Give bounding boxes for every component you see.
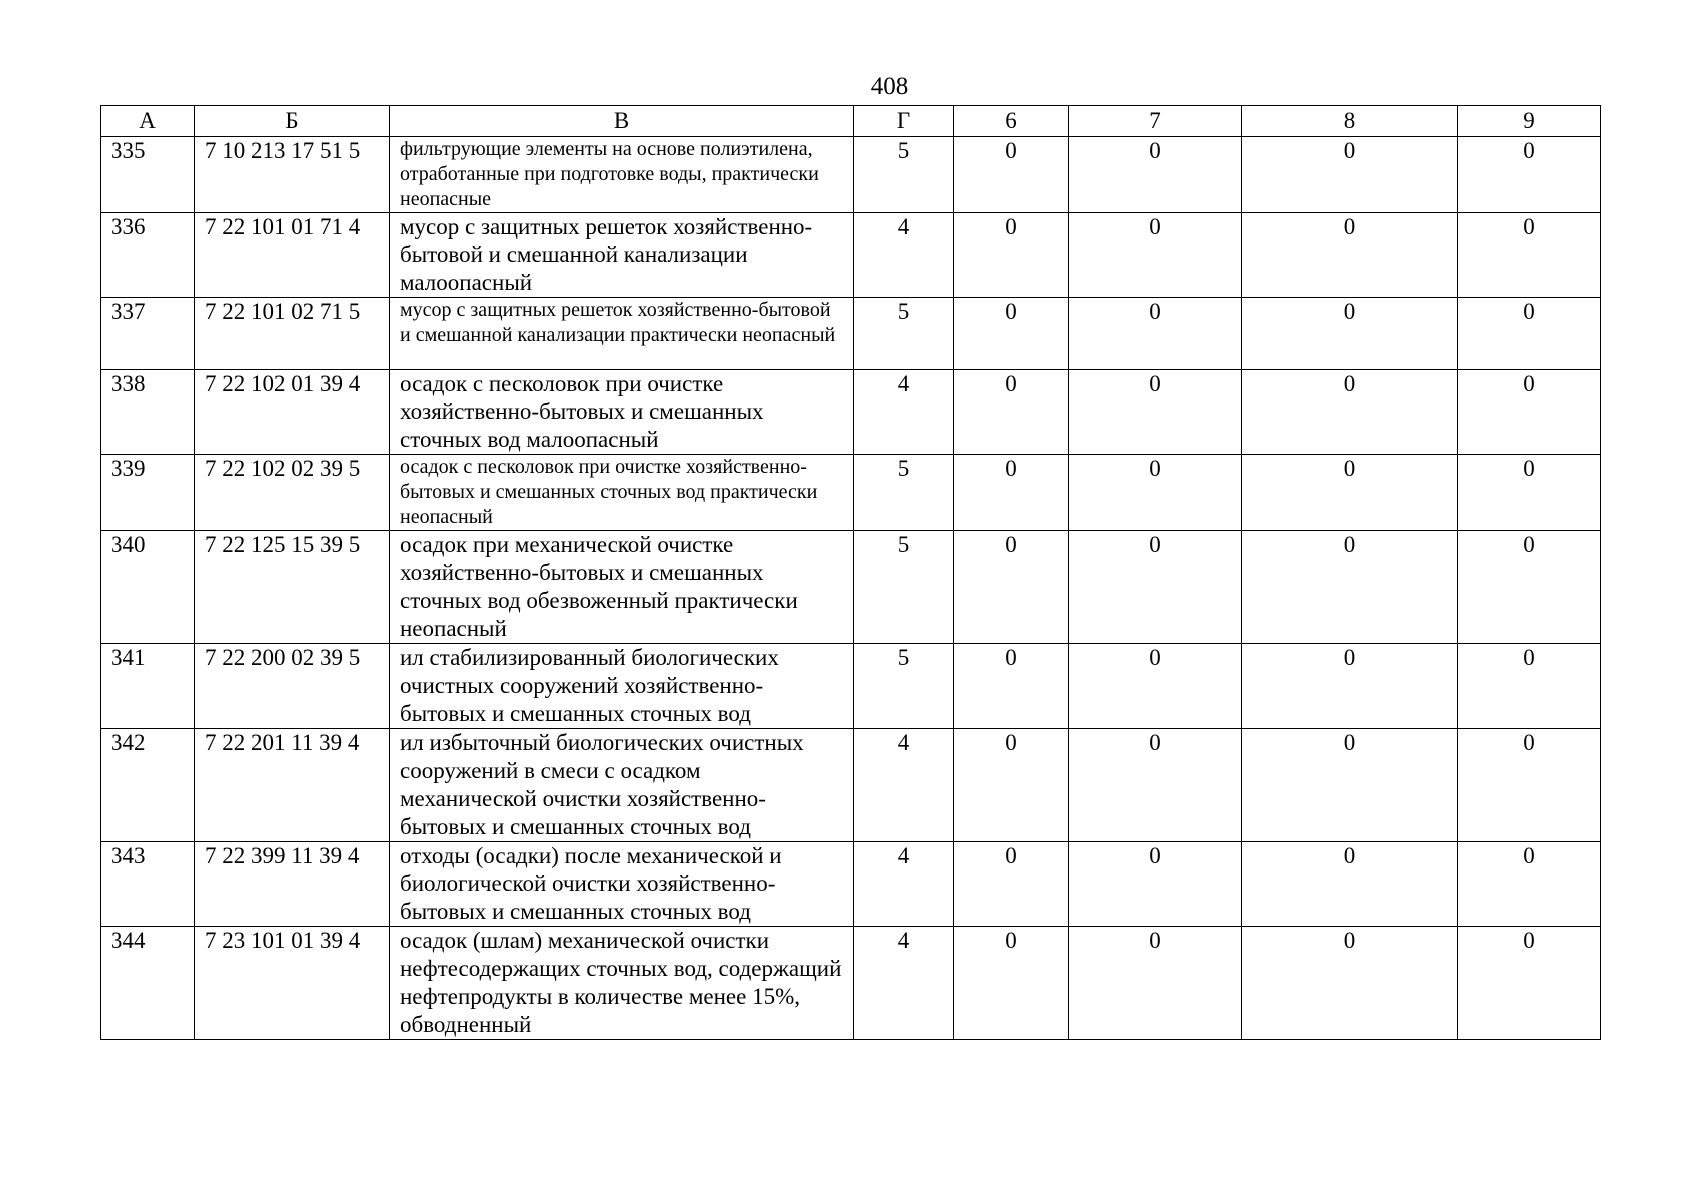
value-col-7: 0 [1069,370,1242,455]
value-col-6: 0 [954,729,1069,842]
waste-name: мусор с защитных решеток хозяйственно-бытовой и смешанной канализации малоопасный [390,213,854,298]
header-cell-v: В [390,106,854,137]
value-col-7: 0 [1069,213,1242,298]
value-col-9: 0 [1458,137,1601,213]
value-col-6: 0 [954,370,1069,455]
value-col-8: 0 [1242,298,1458,370]
table-row [101,298,1601,370]
hazard-class: 4 [854,729,954,842]
header-row [101,106,1601,137]
table-row [101,927,1601,1040]
hazard-class: 4 [854,927,954,1040]
table-header [101,106,1601,137]
table-row [101,644,1601,729]
header-cell-b: Б [195,106,390,137]
row-number: 338 [101,370,195,455]
value-col-9: 0 [1458,213,1601,298]
header-cell-a: А [101,106,195,137]
value-col-8: 0 [1242,137,1458,213]
waste-code: 7 10 213 17 51 5 [195,137,390,213]
waste-name: осадок при механической очистке хозяйственно-бытовых и смешанных сточных вод обезвоженный практически неопасный [390,531,854,644]
row-number: 344 [101,927,195,1040]
value-col-6: 0 [954,455,1069,531]
waste-code: 7 22 102 01 39 4 [195,370,390,455]
waste-name: ил стабилизированный биологических очистных сооружений хозяйственно-бытовых и смешанных сточных вод [390,644,854,729]
header-cell-g: Г [854,106,954,137]
row-number: 343 [101,842,195,927]
value-col-6: 0 [954,531,1069,644]
table-row [101,137,1601,213]
value-col-8: 0 [1242,370,1458,455]
waste-name: ил избыточный биологических очистных сооружений в смеси с осадком механической очистки хозяйственно-бытовых и смешанных сточных вод [390,729,854,842]
table-row [101,370,1601,455]
waste-classification-table [100,105,1601,1040]
value-col-7: 0 [1069,927,1242,1040]
waste-name: отходы (осадки) после механической и биологической очистки хозяйственно-бытовых и смешанных сточных вод [390,842,854,927]
hazard-class: 5 [854,137,954,213]
value-col-8: 0 [1242,213,1458,298]
row-number: 336 [101,213,195,298]
waste-code: 7 22 101 01 71 4 [195,213,390,298]
value-col-8: 0 [1242,455,1458,531]
row-number: 342 [101,729,195,842]
header-cell-9: 9 [1458,106,1601,137]
table-row [101,213,1601,298]
waste-code: 7 22 200 02 39 5 [195,644,390,729]
value-col-7: 0 [1069,644,1242,729]
value-col-8: 0 [1242,531,1458,644]
hazard-class: 5 [854,531,954,644]
value-col-9: 0 [1458,842,1601,927]
value-col-7: 0 [1069,729,1242,842]
value-col-6: 0 [954,213,1069,298]
header-cell-8: 8 [1242,106,1458,137]
value-col-8: 0 [1242,729,1458,842]
table-body [101,137,1601,1040]
table-row [101,531,1601,644]
waste-code: 7 22 399 11 39 4 [195,842,390,927]
row-number: 340 [101,531,195,644]
value-col-6: 0 [954,842,1069,927]
table-row [101,842,1601,927]
value-col-6: 0 [954,298,1069,370]
waste-code: 7 22 201 11 39 4 [195,729,390,842]
value-col-7: 0 [1069,531,1242,644]
value-col-9: 0 [1458,927,1601,1040]
value-col-7: 0 [1069,298,1242,370]
hazard-class: 4 [854,842,954,927]
value-col-9: 0 [1458,370,1601,455]
hazard-class: 4 [854,213,954,298]
waste-name: фильтрующие элементы на основе полиэтилена, отработанные при подготовке воды, практически неопасные [390,137,854,213]
waste-code: 7 22 101 02 71 5 [195,298,390,370]
value-col-9: 0 [1458,644,1601,729]
value-col-6: 0 [954,137,1069,213]
waste-code: 7 22 102 02 39 5 [195,455,390,531]
waste-name: осадок с песколовок при очистке хозяйственно-бытовых и смешанных сточных вод малоопасный [390,370,854,455]
value-col-8: 0 [1242,842,1458,927]
value-col-6: 0 [954,927,1069,1040]
row-number: 337 [101,298,195,370]
value-col-9: 0 [1458,298,1601,370]
row-number: 339 [101,455,195,531]
waste-name: мусор с защитных решеток хозяйственно-бытовой и смешанной канализации практически неопасный [390,298,854,370]
value-col-6: 0 [954,644,1069,729]
waste-code: 7 22 125 15 39 5 [195,531,390,644]
waste-name: осадок с песколовок при очистке хозяйственно-бытовых и смешанных сточных вод практически неопасный [390,455,854,531]
row-number: 341 [101,644,195,729]
hazard-class: 5 [854,455,954,531]
header-cell-7: 7 [1069,106,1242,137]
row-number: 335 [101,137,195,213]
hazard-class: 5 [854,644,954,729]
waste-code: 7 23 101 01 39 4 [195,927,390,1040]
value-col-9: 0 [1458,531,1601,644]
page-number: 408 [870,73,909,100]
table-row [101,455,1601,531]
waste-name: осадок (шлам) механической очистки нефтесодержащих сточных вод, содержащий нефтепродукты в количестве менее 15%, обводненный [390,927,854,1040]
value-col-7: 0 [1069,455,1242,531]
value-col-9: 0 [1458,455,1601,531]
value-col-9: 0 [1458,729,1601,842]
value-col-7: 0 [1069,137,1242,213]
value-col-7: 0 [1069,842,1242,927]
value-col-8: 0 [1242,927,1458,1040]
header-cell-6: 6 [954,106,1069,137]
table-row [101,729,1601,842]
hazard-class: 5 [854,298,954,370]
value-col-8: 0 [1242,644,1458,729]
hazard-class: 4 [854,370,954,455]
